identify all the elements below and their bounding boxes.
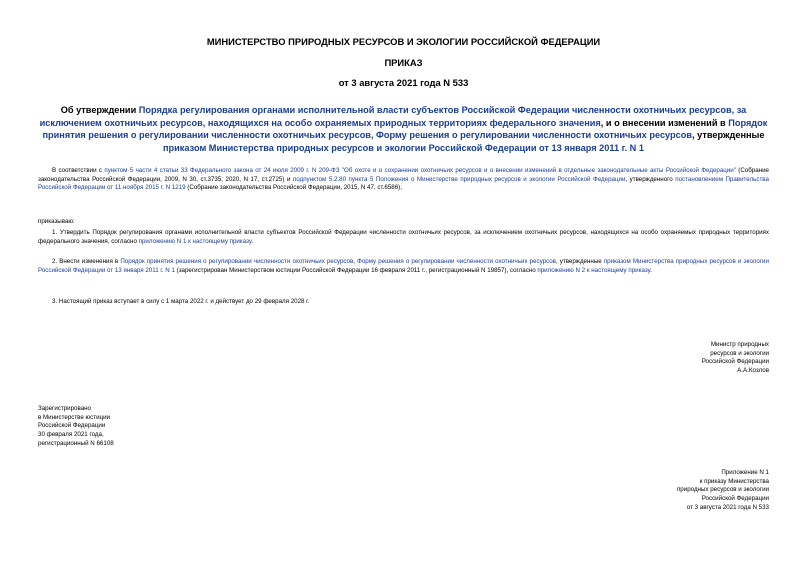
- appendix-line-4: Российской Федерации: [701, 495, 769, 503]
- item-2-text-2: ,: [353, 258, 358, 265]
- appendix-line-1: Приложение N 1: [721, 469, 769, 476]
- title-link-decision-procedure[interactable]: Порядок принятия решения о регулировании численности охотничьих ресурсов, Форму решения о регулировании численности охотничьих ресурсов: [42, 117, 768, 141]
- document-title: [36, 104, 771, 154]
- appendix-header-block: [677, 469, 769, 513]
- item-3-paragraph: 3. Настоящий приказ вступает в силу с 1 марта 2022 г. и действует до 29 февраля 2028 г.: [52, 298, 310, 305]
- title-text-1: Об утверждении: [60, 105, 139, 115]
- title-text-2: , и о внесении изменений в: [600, 117, 729, 128]
- item-2-link-decision-form[interactable]: Форму решения о регулировании численности охотничьих ресурсов: [357, 258, 556, 265]
- signature-line-2: ресурсов и экологии: [710, 349, 769, 357]
- preamble-text-3: , утвержденного: [625, 175, 676, 183]
- item-2-text-5: .: [650, 266, 652, 274]
- preamble-text-1: В соответствии с: [52, 167, 105, 174]
- item-2-link-order-2011[interactable]: приказом Министерства природных ресурсов и экологии Российской Федерации от 13 января 2011 г. N 1: [38, 258, 769, 274]
- item-1-text-1: 1. Утвердить Порядок регулирования органами исполнительной власти субъектов Российской Федерации численности охотничьих ресурсов, за исключением охотничьих ресурсов, находящихся на особо охраняемых природных территориях федерального значения, согласно: [38, 229, 769, 245]
- ministry-heading: МИНИСТЕРСТВО ПРИРОДНЫХ РЕСУРСОВ И ЭКОЛОГИИ РОССИЙСКОЙ ФЕДЕРАЦИИ: [206, 36, 601, 47]
- title-text-3: , утвержденные: [692, 130, 765, 141]
- date-number-heading: от 3 августа 2021 года N 533: [338, 77, 469, 88]
- item-1-link-appendix-1[interactable]: приложению N 1 к настоящему приказу: [138, 237, 252, 245]
- appendix-line-5: от 3 августа 2021 года N 533: [686, 503, 769, 511]
- item-2-text-3: , утвержденные: [555, 258, 604, 265]
- title-link-order-2011[interactable]: приказом Министерства природных ресурсов и экологии Российской Федерации от 13 января 2011 г. N 1: [163, 142, 644, 153]
- signature-line-3: Российской Федерации: [701, 358, 769, 366]
- item-2-paragraph: [38, 258, 769, 275]
- preamble-paragraph: [38, 167, 769, 193]
- signature-line-4: А.А.Козлов: [737, 367, 769, 375]
- registration-line-5: регистрационный N 66108: [38, 439, 114, 447]
- registration-line-4: 30 февраля 2021 года,: [38, 431, 104, 439]
- item-2-link-appendix-2[interactable]: приложению N 2 к настоящему приказу: [537, 266, 651, 274]
- item-1-text-2: .: [251, 237, 254, 245]
- item-2-text-1: 2. Внести изменения в: [52, 258, 121, 265]
- signature-block: [702, 341, 769, 376]
- signature-line-1: Министр природных: [710, 341, 769, 348]
- item-2-text-4: (зарегистрирован Министерством юстиции Российской Федерации 16 февраля 2011 г., регистрационный N 19857), согласно: [174, 266, 538, 274]
- preamble-link-federal-law[interactable]: пунктом 5 части 4 статьи 33 Федерального закона от 24 июля 2009 г. N 209-ФЗ "Об охоте и о сохранении охотничьих ресурсов и о внесении изменений в отдельные законодательные акты Российской Федерации": [104, 167, 736, 174]
- title-link-procedure[interactable]: Порядка регулирования органами исполнительной власти субъектов Российской Федерации численности охотничьих ресурсов, за исключением охотничьих ресурсов, находящихся на особо охраняемых природных территориях федерального значения: [39, 105, 747, 128]
- registration-line-1: Зарегистрировано: [38, 405, 91, 412]
- preamble-text-2: (Собрание законодательства Российской Федерации, 2009, N 30, ст.3735; 2020, N 17, ст.2725) и: [38, 167, 769, 183]
- appendix-line-3: природных ресурсов и экологии: [676, 486, 769, 494]
- item-2-link-decision-procedure[interactable]: Порядок принятия решения о регулировании численности охотничьих ресурсов: [120, 258, 354, 265]
- registration-line-3: Российской Федерации: [38, 422, 106, 430]
- doc-type-heading: ПРИКАЗ: [384, 57, 423, 68]
- preamble-link-government-decree[interactable]: постановлением Правительства Российской Федерации от 11 ноября 2015 г. N 1219: [38, 175, 769, 192]
- registration-block: [38, 405, 114, 449]
- appendix-line-2: к приказу Министерства: [699, 477, 769, 485]
- registration-line-2: в Министерстве юстиции: [38, 413, 111, 421]
- preamble-text-4: (Собрание законодательства Российской Федерации, 2015, N 47, ст.6586),: [185, 184, 402, 192]
- order-word: приказываю:: [38, 218, 75, 225]
- preamble-link-regulation-item[interactable]: подпунктом 5.2.80 пункта 5 Положения о Министерстве природных ресурсов и экологии Российской Федерации: [292, 175, 626, 183]
- item-1-paragraph: [38, 229, 769, 246]
